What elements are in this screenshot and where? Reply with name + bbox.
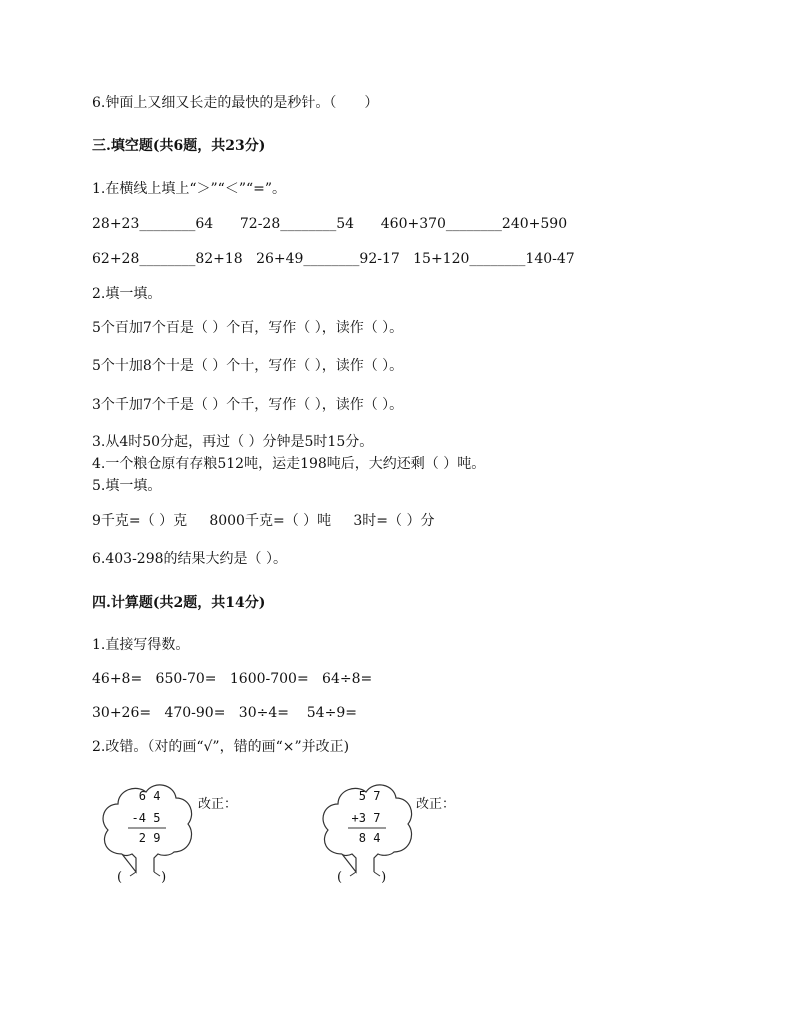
calc-q1-row2: 30+26= 470-90= 30÷4= 54÷9=	[92, 705, 357, 721]
tree2-correction-label: 改正：	[416, 797, 456, 812]
fill-q2-title: 2.填一填。	[92, 286, 162, 302]
tree2-answer-paren: ( )	[337, 870, 387, 885]
tree1-line1: 6 4	[131, 789, 161, 803]
fill-q3: 3.从4时50分起，再过（ ）分钟是5时15分。	[92, 434, 374, 450]
tree1-line3: 2 9	[131, 831, 161, 845]
calc-q1-row1: 46+8= 650-70= 1600-700= 64÷8=	[92, 671, 373, 687]
fill-q1-title: 1.在横线上填上“＞”“＜”“=”。	[92, 181, 287, 197]
tree2-line1: 5 7	[351, 789, 381, 803]
tree2-line2: +3 7	[351, 811, 381, 825]
fill-q4: 4.一个粮仓原有存粮512吨，运走198吨后，大约还剩（ ）吨。	[92, 456, 486, 472]
fill-q5-line: 9千克=（ ）克 8000千克=（ ）吨 3时=（ ）分	[92, 513, 435, 529]
fill-q1-row2: 62+28________82+18 26+49________92-17 15+120________140-47	[92, 251, 575, 267]
section-heading-fill-in: 三.填空题(共6题，共23分)	[92, 138, 266, 154]
fill-q6: 6.403-298的结果大约是（ ）。	[92, 551, 287, 567]
calc-q1-title: 1.直接写得数。	[92, 637, 190, 653]
fill-q5-title: 5.填一填。	[92, 478, 162, 494]
question-6-true-false: 6.钟面上又细又长走的最快的是秒针。（ ）	[92, 95, 379, 111]
fill-q2-line2: 5个十加8个十是（ ）个十，写作（ ），读作（ ）。	[92, 358, 404, 374]
fill-q2-line1: 5个百加7个百是（ ）个百，写作（ ），读作（ ）。	[92, 320, 404, 336]
tree2-line3: 8 4	[351, 831, 381, 845]
tree1-answer-paren: ( )	[117, 870, 167, 885]
tree1-line2: -4 5	[131, 811, 161, 825]
tree1-correction-label: 改正：	[198, 797, 238, 812]
calc-q2-title: 2.改错。（对的画“√”，错的画“×”并改正)	[92, 739, 350, 755]
fill-q2-line3: 3个千加7个千是（ ）个千，写作（ ），读作（ ）。	[92, 397, 404, 413]
section-heading-calculation: 四.计算题(共2题，共14分)	[92, 595, 266, 611]
fill-q1-row1: 28+23________64 72-28________54 460+370________240+590	[92, 216, 568, 232]
